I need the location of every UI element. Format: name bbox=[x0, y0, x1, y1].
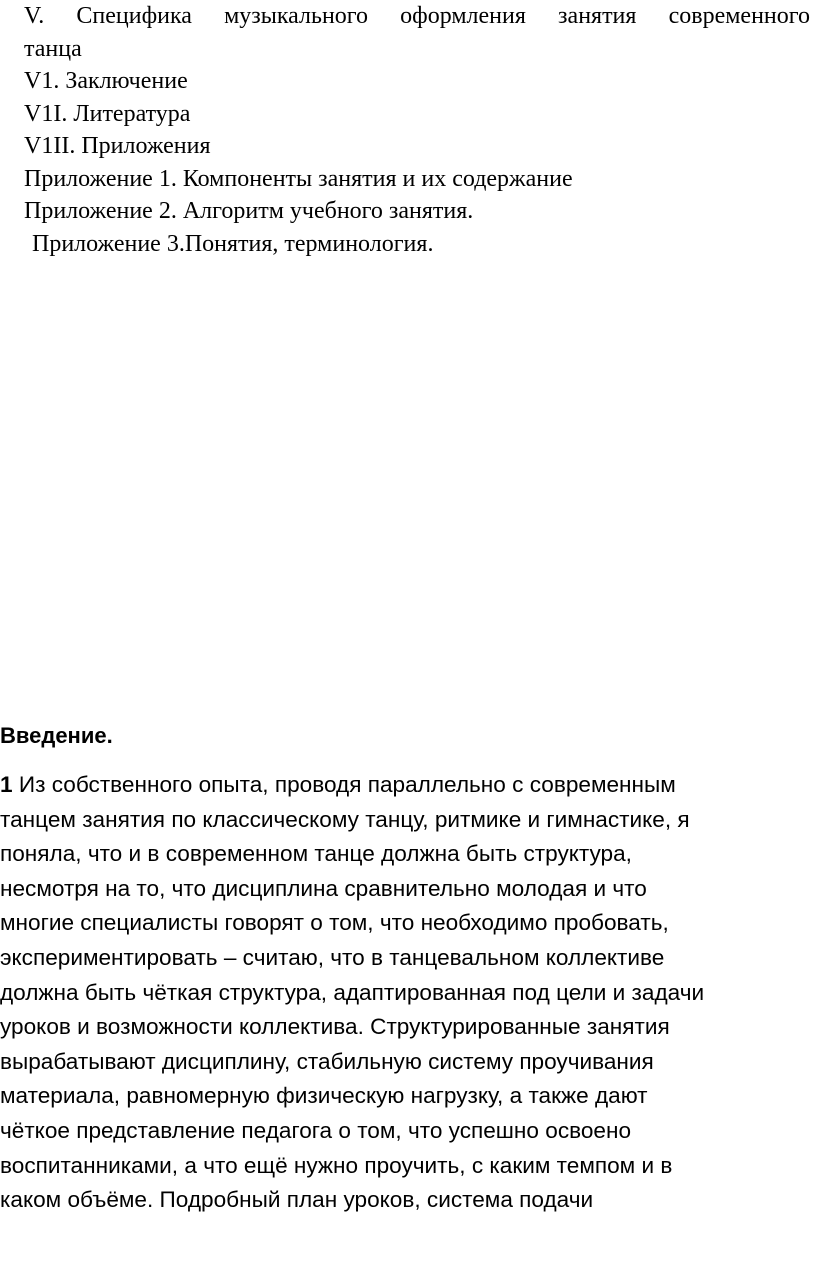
paragraph-line-text: Из собственного опыта, проводя параллельно с современным bbox=[12, 772, 676, 797]
paragraph-line: несмотря на то, что дисциплина сравнительно молодая и что bbox=[0, 875, 647, 901]
paragraph-line: чёткое представление педагога о том, что успешно освоено bbox=[0, 1117, 632, 1143]
toc-item-vi: V1. Заключение bbox=[24, 68, 188, 94]
paragraph-line bbox=[0, 768, 790, 803]
paragraph-line: поняла, что и в современном танце должна быть структура, bbox=[0, 841, 632, 867]
paragraph-number: 1 bbox=[0, 772, 13, 797]
paragraph-line: воспитанниками, а что ещё нужно проучить, с каким темпом и в bbox=[0, 1152, 673, 1178]
paragraph-line: многие специалисты говорят о том, что необходимо пробовать, bbox=[0, 910, 669, 936]
paragraph-line: танцем занятия по классическому танцу, ритмике и гимнастике, я bbox=[0, 806, 690, 832]
paragraph-line: материала, равномерную физическую нагрузку, а также дают bbox=[0, 1083, 648, 1109]
introduction-paragraph bbox=[0, 768, 790, 1218]
paragraph-line: каком объёме. Подробный план уроков, система подачи bbox=[0, 1187, 594, 1213]
paragraph-line: экспериментировать – считаю, что в танцевальном коллективе bbox=[0, 944, 665, 970]
toc-item-v: V. Специфика музыкального оформления занятия современного bbox=[24, 3, 810, 29]
toc-item-v-continuation: танца bbox=[24, 35, 82, 62]
toc-appendix-3: Приложение 3.Понятия, терминология. bbox=[32, 230, 434, 257]
toc-item-vii: V1I. Литература bbox=[24, 100, 191, 127]
toc-appendix-1: Приложение 1. Компоненты занятия и их содержание bbox=[24, 165, 573, 192]
paragraph-line: вырабатывают дисциплину, стабильную систему проучивания bbox=[0, 1048, 654, 1074]
toc-appendix-2: Приложение 2. Алгоритм учебного занятия. bbox=[24, 198, 474, 224]
toc-item-viii: V1II. Приложения bbox=[24, 133, 211, 159]
introduction-heading: Введение. bbox=[0, 723, 113, 748]
table-of-contents bbox=[24, 0, 814, 260]
paragraph-line: должна быть чёткая структура, адаптированная под цели и задачи bbox=[0, 979, 705, 1005]
paragraph-line: уроков и возможности коллектива. Структурированные занятия bbox=[0, 1014, 670, 1040]
